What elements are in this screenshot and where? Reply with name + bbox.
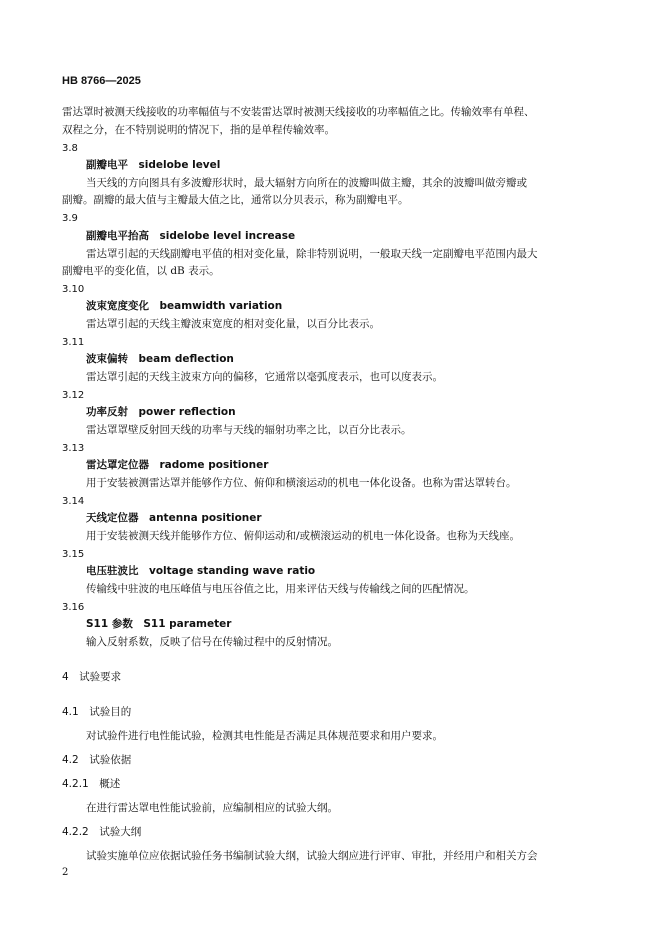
- term-definition: 雷达罩引起的天线副瓣电平值的相对变化量，除非特别说明，一般取天线一定副瓣电平范围内最大: [86, 248, 538, 260]
- term-definition: 用于安装被测天线并能够作方位、俯仰运动和/或横滚运动的机电一体化设备。也称为天线座。: [86, 530, 521, 542]
- term-title: 天线定位器 antenna positioner: [86, 512, 262, 524]
- term-definition: 雷达罩引起的天线主波束方向的偏移，它通常以毫弧度表示，也可以度表示。: [86, 371, 443, 383]
- term-number: 3.12: [62, 390, 85, 401]
- term-number: 3.8: [62, 143, 78, 154]
- term-title: 雷达罩定位器 radome positioner: [86, 459, 269, 471]
- term-definition: 用于安装被测雷达罩并能够作方位、俯仰和横滚运动的机电一体化设备。也称为雷达罩转台。: [86, 477, 517, 489]
- term-title: 副瓣电平 sidelobe level: [86, 159, 221, 171]
- term-title: 波束宽度变化 beamwidth variation: [86, 300, 283, 312]
- term-number: 3.9: [62, 213, 78, 224]
- continuation-line-1: 雷达罩时被测天线接收的功率幅值与不安装雷达罩时被测天线接收的功率幅值之比。传输效率有单程、: [62, 106, 535, 118]
- section-heading-4: 4 试验要求: [62, 671, 122, 683]
- section-heading-4-2-1: 4.2.1 概述: [62, 778, 121, 790]
- document-header: HB 8766—2025: [62, 75, 141, 87]
- continuation-line-2: 双程之分，在不特别说明的情况下，指的是单程传输效率。: [62, 124, 335, 136]
- term-number: 3.15: [62, 549, 85, 560]
- term-title: 副瓣电平抬高 sidelobe level increase: [86, 230, 296, 242]
- section-4-2-1-text: 在进行雷达罩电性能试验前，应编制相应的试验大纲。: [86, 802, 338, 814]
- section-4-2-2-text: 试验实施单位应依据试验任务书编制试验大纲，试验大纲应进行评审、审批，并经用户和相关方会: [86, 850, 538, 862]
- term-definition: 雷达罩引起的天线主瓣波束宽度的相对变化量，以百分比表示。: [86, 318, 380, 330]
- term-number: 3.16: [62, 602, 85, 613]
- term-definition: 雷达罩罩壁反射回天线的功率与天线的辐射功率之比，以百分比表示。: [86, 424, 412, 436]
- term-title: 波束偏转 beam deflection: [86, 353, 234, 365]
- section-heading-4-2-2: 4.2.2 试验大纲: [62, 826, 142, 838]
- term-title: 功率反射 power reflection: [86, 406, 236, 418]
- term-number: 3.10: [62, 284, 85, 295]
- term-definition: 传输线中驻波的电压峰值与电压谷值之比，用来评估天线与传输线之间的匹配情况。: [86, 583, 475, 595]
- term-title: S11 参数 S11 parameter: [86, 618, 232, 630]
- section-heading-4-1: 4.1 试验目的: [62, 706, 132, 718]
- term-number: 3.13: [62, 443, 85, 454]
- section-heading-4-2: 4.2 试验依据: [62, 754, 132, 766]
- term-definition-cont: 副瓣。副瓣的最大值与主瓣最大值之比，通常以分贝表示，称为副瓣电平。: [62, 194, 409, 206]
- page-number: 2: [62, 867, 69, 878]
- term-number: 3.11: [62, 337, 85, 348]
- term-title: 电压驻波比 voltage standing wave ratio: [86, 565, 316, 577]
- term-definition: 输入反射系数，反映了信号在传输过程中的反射情况。: [86, 636, 338, 648]
- term-definition-cont: 副瓣电平的变化值，以 dB 表示。: [62, 265, 220, 277]
- term-definition: 当天线的方向图具有多波瓣形状时，最大辐射方向所在的波瓣叫做主瓣，其余的波瓣叫做旁瓣或: [86, 177, 527, 189]
- term-number: 3.14: [62, 496, 85, 507]
- section-4-1-text: 对试验件进行电性能试验，检测其电性能是否满足具体规范要求和用户要求。: [86, 730, 443, 742]
